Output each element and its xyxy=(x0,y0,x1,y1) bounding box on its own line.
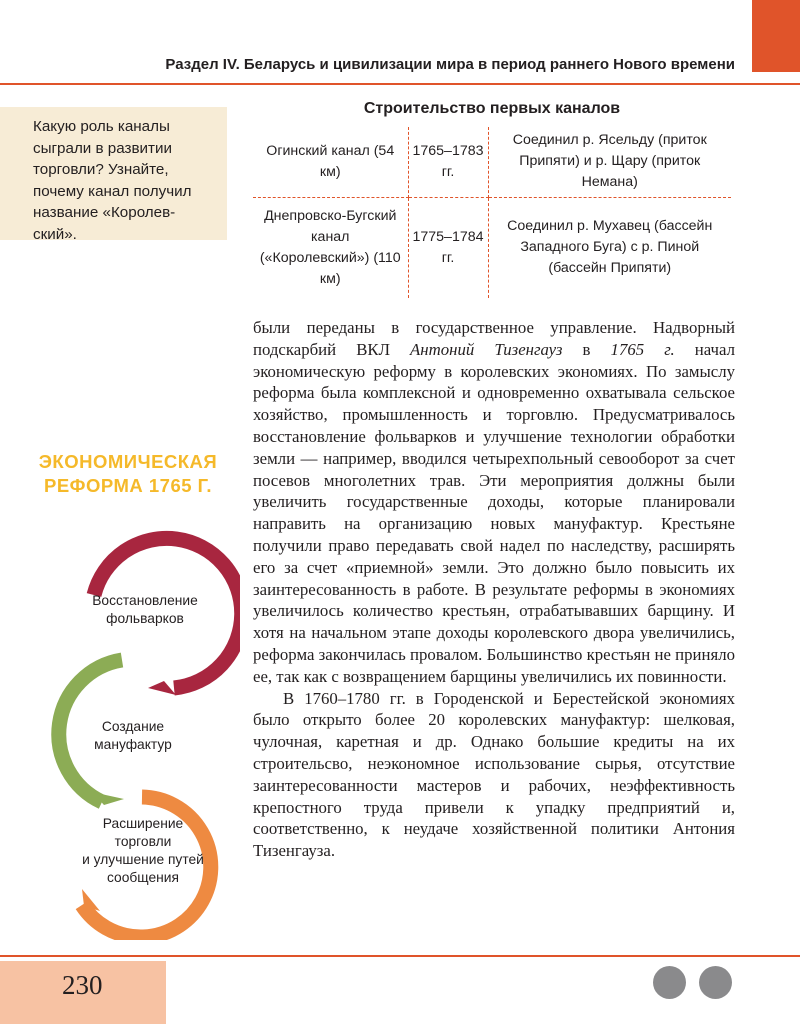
body-paragraph-2: В 1760–1780 гг. в Городенской и Берестейской экономиях было открыто более 20 королевских мануфактур: шелковая, чулочная, каретная и др. Однако большие кредиты на их строительсво, неэкономное использование сырья, отсутствие заинтересованности мастеров и рабочих, неэффективность крепостного труда привели к упадку предприятий и, соответственно, к неудаче хозяйственной политики Антония Тизенгауза. xyxy=(253,688,735,861)
canal-years-cell: 1775–1784 гг. xyxy=(408,197,488,298)
step-label-line: и улучшение путей xyxy=(82,852,204,867)
reform-year: 1765 г. xyxy=(610,339,675,359)
text-run: были переданы в государственное управление. Надворный подскарбий ВКЛ xyxy=(253,318,735,359)
decorative-dot xyxy=(699,966,732,999)
step-label-line: мануфактур xyxy=(94,737,172,752)
step-label-line: фольварков xyxy=(106,611,184,626)
question-box xyxy=(0,107,227,243)
body-text xyxy=(253,317,735,862)
body-paragraph-1 xyxy=(253,317,735,688)
canal-description-cell: Соединил р. Мухавец (бассейн Западного Буга) с р. Пиной (бассейн Припяти) xyxy=(488,197,731,298)
reform-title-line-1: ЭКОНОМИЧЕСКАЯ xyxy=(38,451,218,472)
text-run: начал экономическую реформу в королевских экономиях. По замыслу реформа была комплексной и одновременно охватывала сельское хозяйство, промышленность и торговлю. Предусматривалось восстановление фольварков и улучшение технологии обработки земли — например, вводился четырехпольный севооборот за счет посевов многолетних трав. Эти мероприятия должны были увеличить государственные доходы, которые планировали направить на организацию новых мануфактур. Крестьяне получили право передавать свой надел по наследству, расширять его за счет «приемной» земли. Это должно было повысить их заинтересованность в работе. В результате реформы в экономиях увеличилось количество крестьян, отрабатывавших барщину. И хотя на начальном этапе доходы королевского двора увеличились, реформа закончилась провалом. Большинство крестьян не приняло ее, так как с возвращением барщины увеличились их повинности. xyxy=(253,339,735,686)
canal-table xyxy=(253,127,731,298)
text-run: в xyxy=(562,339,611,359)
canal-description-cell: Соединил р. Ясельду (приток Припяти) и р. Щару (приток Немана) xyxy=(488,127,731,197)
cycle-step-1 xyxy=(60,592,230,628)
header-divider xyxy=(0,83,800,85)
question-text: Какую роль каналы сыграли в развитии торговли? Узнайте, почему канал получил название «Королев-ский». xyxy=(33,118,192,243)
reform-diagram-title xyxy=(28,450,228,498)
canal-name-cell: Днепровско-Бугский канал («Королевский») (110 км) xyxy=(253,197,408,298)
canal-years-cell: 1765–1783 гг. xyxy=(408,127,488,197)
cycle-step-2 xyxy=(58,718,208,754)
cycle-step-3 xyxy=(58,815,228,887)
section-title: Раздел IV. Беларусь и цивилизации мира в период раннего Нового времени xyxy=(165,56,735,73)
step-label-line: Расширение xyxy=(102,816,184,831)
reform-title-line-2: РЕФОРМА 1765 Г. xyxy=(44,475,212,496)
corner-tab xyxy=(752,0,800,72)
table-title: Строительство первых каналов xyxy=(363,100,621,117)
step-label-line: Создание xyxy=(101,719,165,734)
table-row xyxy=(253,197,731,298)
cycle-arrowhead-1 xyxy=(148,681,176,695)
canal-name-cell: Огинский канал (54 км) xyxy=(253,127,408,197)
page-number: 230 xyxy=(62,970,103,1000)
step-label-line: Восстановление xyxy=(92,593,198,608)
table-row xyxy=(253,127,731,197)
step-label-line: сообщения xyxy=(107,870,179,885)
footer-divider xyxy=(0,955,800,957)
step-label-line: торговли xyxy=(114,834,172,849)
person-name: Антоний Тизенгауз xyxy=(410,339,563,359)
decorative-dot xyxy=(653,966,686,999)
